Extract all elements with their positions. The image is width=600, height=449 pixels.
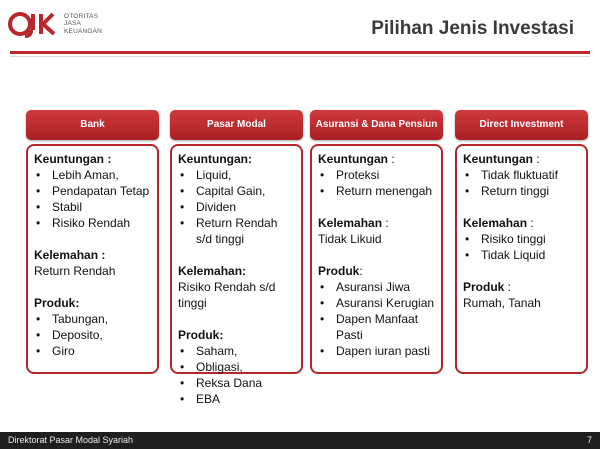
section-spacer	[34, 279, 151, 295]
investment-column	[26, 110, 159, 374]
section-title-text: Kelemahan :	[34, 248, 106, 262]
section-title-text: Produk:	[34, 296, 80, 310]
bullet-item: • Dapen iuran pasti	[318, 343, 435, 359]
section-title-text: Produk	[463, 280, 505, 294]
section-title-text: Kelemahan	[463, 216, 528, 230]
bullet-item: • Reksa Dana	[178, 375, 295, 391]
ojk-logo-icon	[8, 8, 60, 40]
section-title-text: Produk	[318, 264, 360, 278]
bullet-list	[34, 311, 151, 359]
bullet-item: • EBA	[178, 391, 295, 407]
bullet-list	[318, 167, 435, 199]
bullet-item: • Obligasi,	[178, 359, 295, 375]
bullet-item: • Liquid,	[178, 167, 295, 183]
footer-department: Direktorat Pasar Modal Syariah	[8, 435, 134, 445]
slide-title: Pilihan Jenis Investasi	[371, 18, 574, 39]
section-title-suffix: :	[504, 280, 512, 294]
section-title-suffix: :	[388, 152, 395, 166]
section-title	[318, 151, 435, 167]
section-text: Risiko Rendah s/d tinggi	[178, 280, 276, 310]
bullet-item: • Return tinggi	[463, 183, 580, 199]
bullet-item: • Proteksi	[318, 167, 435, 183]
section-title-suffix: :	[533, 152, 540, 166]
bullet-item: • Return Rendah s/d tinggi	[178, 215, 295, 247]
section-title-text: Keuntungan	[463, 152, 533, 166]
bullet-item: • Risiko tinggi	[463, 231, 580, 247]
section-spacer	[178, 247, 295, 263]
section-title-text: Keuntungan	[318, 152, 388, 166]
section-title	[463, 215, 580, 231]
bullet-item: • Stabil	[34, 199, 151, 215]
bullet-item: • Return menengah	[318, 183, 435, 199]
section-title-text: Keuntungan:	[178, 152, 252, 166]
bullet-item: • Lebih Aman,	[34, 167, 151, 183]
header-divider-thin	[10, 56, 590, 57]
section-title	[178, 327, 295, 343]
section-title-suffix: :	[359, 264, 363, 278]
bullet-list	[463, 231, 580, 263]
section-title-suffix: :	[527, 216, 534, 230]
section-spacer	[318, 247, 435, 263]
section-title	[178, 263, 295, 279]
section-title-text: Keuntungan :	[34, 152, 112, 166]
bullet-item: • Tidak fluktuatif	[463, 167, 580, 183]
section-spacer	[463, 199, 580, 215]
page-number: 7	[586, 435, 592, 445]
investment-column	[170, 110, 303, 406]
column-heading: Direct Investment	[455, 110, 588, 140]
section-title	[34, 295, 151, 311]
section-title-text: Kelemahan	[318, 216, 383, 230]
ojk-logo	[8, 8, 102, 40]
column-heading: Asuransi & Dana Pensiun	[310, 110, 443, 140]
bullet-list	[178, 167, 295, 247]
investment-column	[455, 110, 588, 374]
footer-bar	[0, 432, 600, 449]
section-title-text: Kelemahan:	[178, 264, 247, 278]
section-text: Tidak Likuid	[318, 232, 382, 246]
bullet-item: • Asuransi Kerugian	[318, 295, 435, 311]
logo-line: KEUANGAN	[64, 27, 103, 35]
column-heading: Pasar Modal	[170, 110, 303, 140]
section-title	[318, 215, 435, 231]
bullet-item: • Asuransi Jiwa	[318, 279, 435, 295]
section-spacer	[34, 231, 151, 247]
bullet-item: • Tidak Liquid	[463, 247, 580, 263]
logo-line: JASA	[64, 20, 82, 28]
section-spacer	[318, 199, 435, 215]
investment-column	[310, 110, 443, 374]
section-title	[463, 151, 580, 167]
bullet-item: • Pendapatan Tetap	[34, 183, 151, 199]
section-title	[34, 151, 151, 167]
column-content	[310, 144, 443, 374]
column-heading: Bank	[26, 110, 159, 140]
bullet-item: • Dapen Manfaat Pasti	[318, 311, 435, 343]
bullet-item: • Giro	[34, 343, 151, 359]
bullet-item: • Risiko Rendah	[34, 215, 151, 231]
section-text: Rumah, Tanah	[463, 296, 541, 310]
column-content	[170, 144, 303, 406]
section-title-suffix: :	[382, 216, 389, 230]
section-title	[463, 279, 580, 295]
section-spacer	[463, 263, 580, 279]
bullet-item: • Capital Gain,	[178, 183, 295, 199]
bullet-item: • Tabungan,	[34, 311, 151, 327]
bullet-list	[178, 343, 295, 407]
column-content	[455, 144, 588, 374]
section-title-text: Produk:	[178, 328, 224, 342]
bullet-list	[318, 279, 435, 359]
header-divider	[10, 51, 590, 54]
bullet-item: • Saham,	[178, 343, 295, 359]
section-title	[318, 263, 435, 279]
section-spacer	[178, 311, 295, 327]
section-title	[178, 151, 295, 167]
logo-text	[64, 13, 102, 36]
section-text: Return Rendah	[34, 264, 116, 278]
bullet-item: • Deposito,	[34, 327, 151, 343]
logo-line: OTORITAS	[64, 12, 99, 20]
column-content	[26, 144, 159, 374]
bullet-list	[463, 167, 580, 199]
bullet-item: • Dividen	[178, 199, 295, 215]
bullet-list	[34, 167, 151, 231]
section-title	[34, 247, 151, 263]
